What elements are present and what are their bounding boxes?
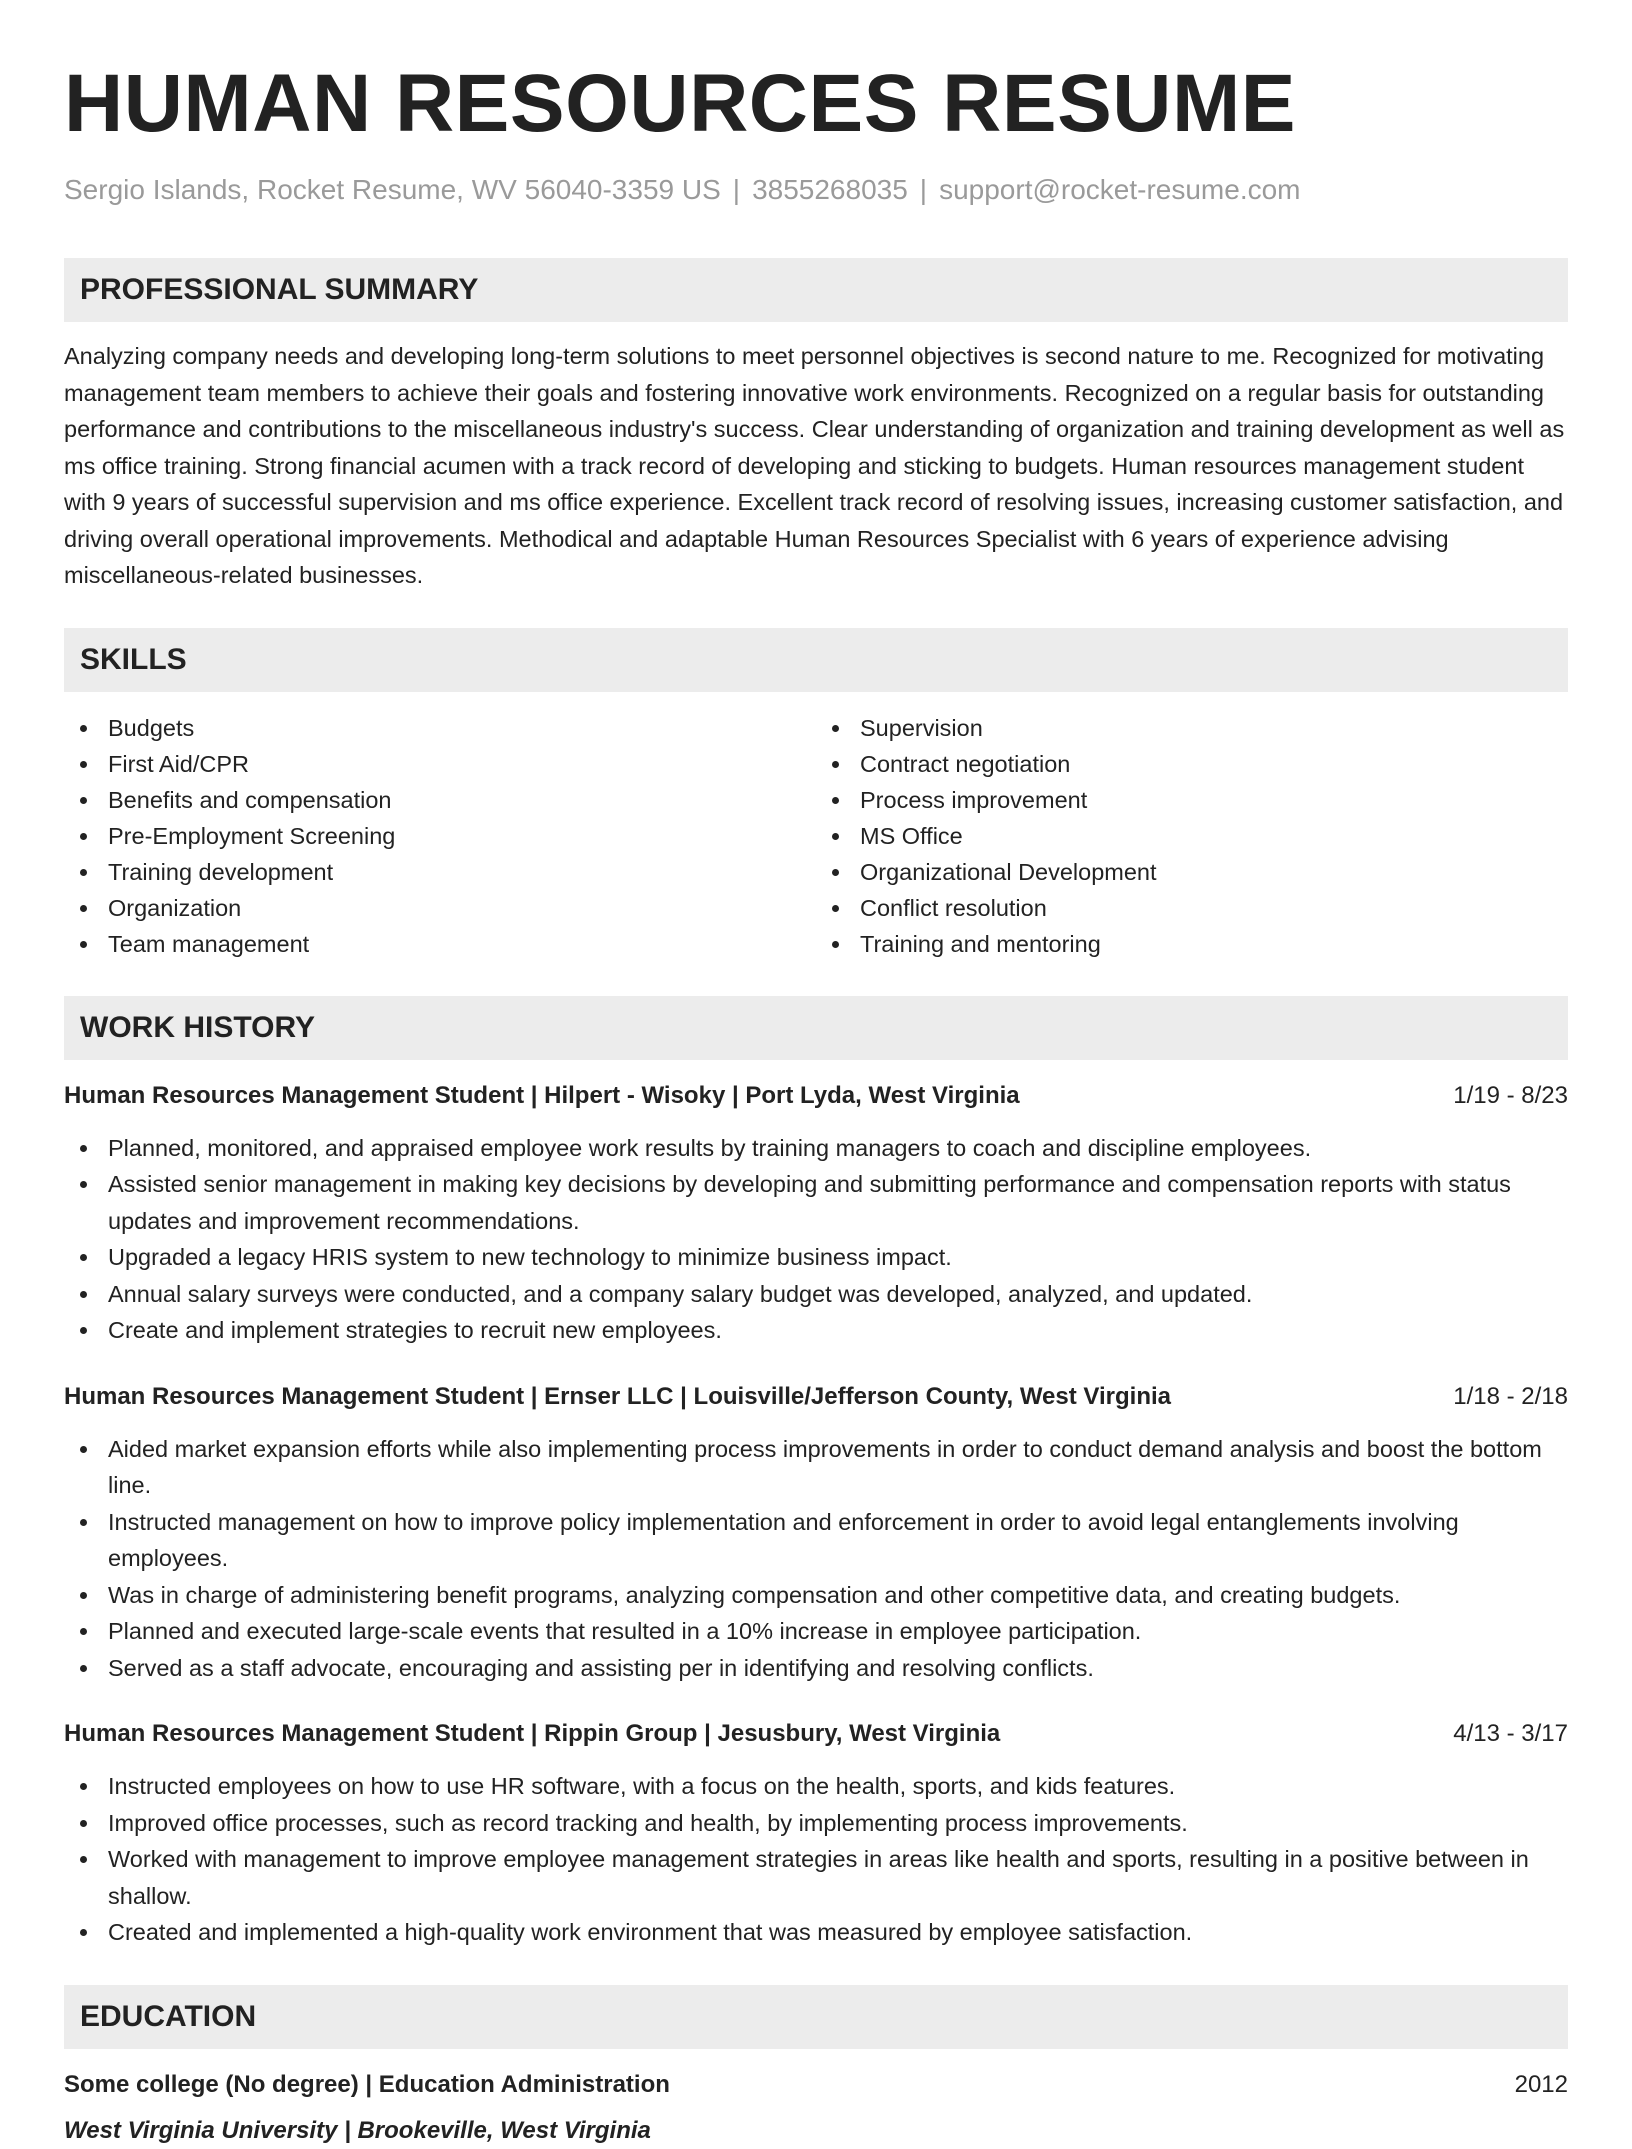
skill-item: Supervision <box>816 710 1568 746</box>
job-bullets <box>64 1431 1568 1687</box>
skill-item: Training and mentoring <box>816 926 1568 962</box>
job-bullet: Upgraded a legacy HRIS system to new technology to minimize business impact. <box>64 1239 1568 1276</box>
skill-item: Benefits and compensation <box>64 782 816 818</box>
job-bullet: Served as a staff advocate, encouraging and assisting per in identifying and resolving conflicts. <box>64 1650 1568 1687</box>
section-heading-work-history: WORK HISTORY <box>64 996 1568 1060</box>
job-bullet: Instructed management on how to improve policy implementation and enforcement in order to avoid legal entanglements involving employees. <box>64 1504 1568 1577</box>
skill-item: First Aid/CPR <box>64 746 816 782</box>
job-title: Human Resources Management Student | Rippin Group | Jesusbury, West Virginia <box>64 1720 1001 1747</box>
job-entry <box>64 1716 1568 1951</box>
job-bullets <box>64 1768 1568 1951</box>
education-entry <box>64 2067 1568 2149</box>
resume-title: HUMAN RESOURCES RESUME <box>64 58 1296 149</box>
education-year: 2012 <box>1514 2070 1568 2098</box>
contact-separator: | <box>919 174 928 205</box>
job-bullet: Aided market expansion efforts while also implementing process improvements in order to conduct demand analysis and boost the bottom line. <box>64 1431 1568 1504</box>
job-bullet: Worked with management to improve employee management strategies in areas like health and sports, resulting in a positive between in shallow. <box>64 1841 1568 1914</box>
job-dates: 1/19 - 8/23 <box>1453 1081 1568 1109</box>
skill-item: Organizational Development <box>816 854 1568 890</box>
skill-item: Budgets <box>64 710 816 746</box>
skill-item: Contract negotiation <box>816 746 1568 782</box>
job-bullet: Annual salary surveys were conducted, and a company salary budget was developed, analyzed, and updated. <box>64 1276 1568 1313</box>
skills-grid <box>64 710 1568 962</box>
skills-column-right <box>816 710 1568 962</box>
contact-phone: 3855268035 <box>752 174 908 205</box>
skill-item: Training development <box>64 854 816 890</box>
skill-item: Conflict resolution <box>816 890 1568 926</box>
job-bullets <box>64 1130 1568 1349</box>
job-bullet: Instructed employees on how to use HR software, with a focus on the health, sports, and kids features. <box>64 1768 1568 1805</box>
job-header <box>64 1078 1568 1114</box>
contact-line <box>64 172 1568 208</box>
contact-separator: | <box>732 174 741 205</box>
job-header <box>64 1379 1568 1415</box>
education-school: West Virginia University | Brookeville, West Virginia <box>64 2116 651 2144</box>
job-title: Human Resources Management Student | Hilpert - Wisoky | Port Lyda, West Virginia <box>64 1081 1020 1109</box>
skills-column-left <box>64 710 816 962</box>
section-heading-education: EDUCATION <box>64 1985 1568 2049</box>
job-bullet: Planned, monitored, and appraised employee work results by training managers to coach and discipline employees. <box>64 1130 1568 1167</box>
summary-text: Analyzing company needs and developing long-term solutions to meet personnel objectives is second nature to me. Recognized for motivating management team members to achieve their goals and fostering innovative work environments. Recognized on a regular basis for outstanding performance and contributions to the miscellaneous industry's success. Clear understanding of organization and training development as well as ms office training. Strong financial acumen with a track record of developing and sticking to budgets. Human resources management student with 9 years of successful supervision and ms office experience. Excellent track record of resolving issues, increasing customer satisfaction, and driving overall operational improvements. Methodical and adaptable Human Resources Specialist with 6 years of experience advising miscellaneous-related businesses. <box>64 343 1565 588</box>
job-bullet: Created and implemented a high-quality work environment that was measured by employee satisfaction. <box>64 1914 1568 1951</box>
job-bullet: Planned and executed large-scale events that resulted in a 10% increase in employee participation. <box>64 1613 1568 1650</box>
job-bullet: Was in charge of administering benefit programs, analyzing compensation and other competitive data, and creating budgets. <box>64 1577 1568 1614</box>
job-bullet: Create and implement strategies to recruit new employees. <box>64 1312 1568 1349</box>
job-header <box>64 1716 1568 1752</box>
job-entry <box>64 1379 1568 1687</box>
skill-item: Process improvement <box>816 782 1568 818</box>
contact-address: Sergio Islands, Rocket Resume, WV 56040-3359 US <box>64 174 721 205</box>
job-bullet: Improved office processes, such as record tracking and health, by implementing process improvements. <box>64 1805 1568 1842</box>
skill-item: Organization <box>64 890 816 926</box>
contact-email: support@rocket-resume.com <box>939 174 1301 205</box>
job-title: Human Resources Management Student | Ernser LLC | Louisville/Jefferson County, West Virginia <box>64 1382 1171 1410</box>
section-heading-skills: SKILLS <box>64 628 1568 692</box>
skill-item: Pre-Employment Screening <box>64 818 816 854</box>
education-degree: Some college (No degree) | Education Administration <box>64 2070 670 2098</box>
skill-item: MS Office <box>816 818 1568 854</box>
job-entry <box>64 1078 1568 1349</box>
job-dates: 4/13 - 3/17 <box>1453 1720 1568 1747</box>
skill-item: Team management <box>64 926 816 962</box>
section-heading-summary: PROFESSIONAL SUMMARY <box>64 258 1568 322</box>
job-dates: 1/18 - 2/18 <box>1453 1382 1568 1410</box>
education-header <box>64 2067 1568 2103</box>
job-bullet: Assisted senior management in making key decisions by developing and submitting performance and compensation reports with status updates and improvement recommendations. <box>64 1166 1568 1239</box>
